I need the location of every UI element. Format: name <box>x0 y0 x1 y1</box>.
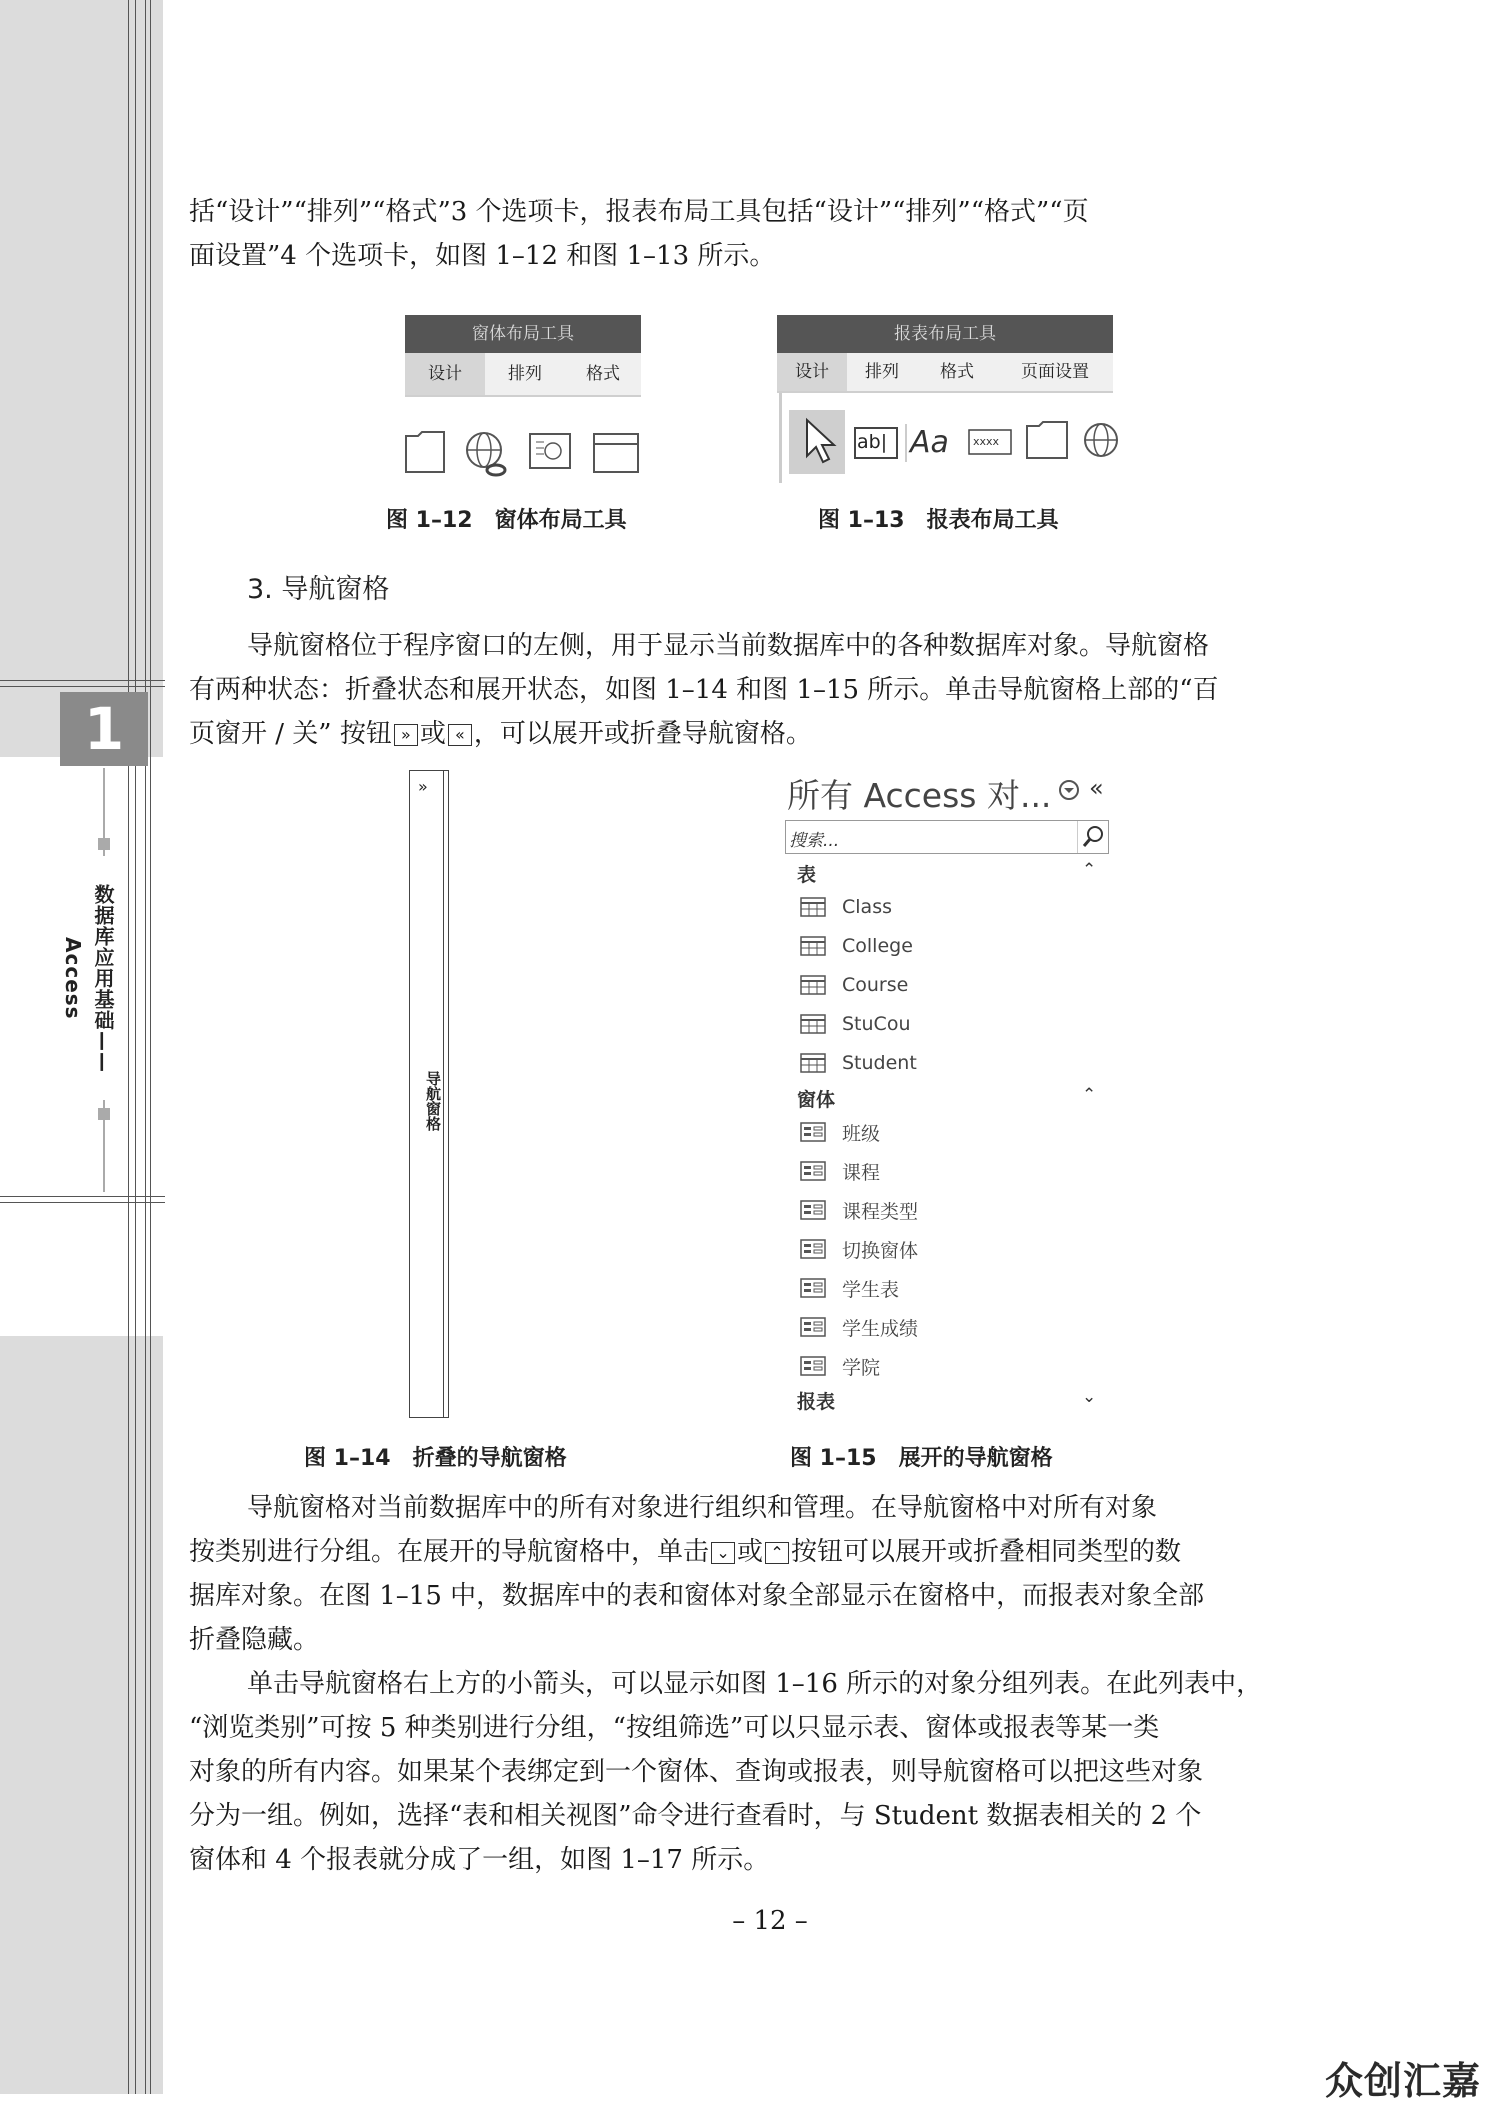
text-line: 对象的所有内容。如果某个表绑定到一个窗体、查询或报表，则导航窗格可以把这些对象 <box>189 1757 1204 1787</box>
list-item-label: 学生成绩 <box>842 1317 919 1340</box>
ribbon-edge <box>779 393 782 483</box>
text-span: 按类别进行分组。在展开的导航窗格中，单击 <box>189 1537 710 1567</box>
xxxx-text: xxxx <box>973 435 1000 448</box>
label-box-text: ab| <box>857 431 888 453</box>
margin-line <box>128 0 129 2094</box>
list-item-label: 课程类型 <box>842 1200 919 1223</box>
list-item[interactable] <box>800 1352 880 1380</box>
table-icon <box>800 936 826 956</box>
dropdown-arrow-icon[interactable] <box>1058 779 1080 801</box>
table-icon <box>800 975 826 995</box>
group-header-forms[interactable]: 窗体 <box>797 1089 836 1111</box>
report-layout-tools-header: 报表布局工具 <box>777 315 1113 353</box>
folder-icon[interactable] <box>406 432 444 472</box>
text-span: 或 <box>419 719 446 749</box>
text-line: 分为一组。例如，选择“表和相关视图”命令进行查看时，与 Student 数据表相关的 2 个 <box>189 1801 1202 1831</box>
list-item[interactable] <box>800 1196 918 1224</box>
list-item[interactable] <box>800 1235 918 1263</box>
paragraph-4 <box>189 1662 1331 1882</box>
group-collapse-glyph: ⌃ <box>765 1542 789 1564</box>
list-item-label: College <box>842 935 913 957</box>
expand-button-glyph: » <box>394 724 418 746</box>
form-tool-icons <box>404 428 644 480</box>
web-browser-icon[interactable] <box>530 434 570 468</box>
list-item[interactable] <box>800 1157 880 1185</box>
list-item-label: Class <box>842 896 892 918</box>
paragraph-1 <box>189 190 1331 278</box>
margin-line <box>135 0 136 2094</box>
navigation-control-icon[interactable] <box>594 434 638 472</box>
list-item-label: 课程 <box>842 1161 881 1184</box>
form-layout-tools-header: 窗体布局工具 <box>405 315 641 353</box>
search-icon <box>1078 821 1108 853</box>
group-expand-glyph: ⌄ <box>711 1542 735 1564</box>
text-line: 面设置”4 个选项卡，如图 1–12 和图 1–13 所示。 <box>189 241 776 271</box>
list-item[interactable] <box>800 1118 880 1146</box>
list-item[interactable] <box>800 893 892 921</box>
tab-design[interactable]: 设计 <box>405 353 485 395</box>
folder-icon[interactable] <box>1027 422 1067 458</box>
collapse-button-glyph: « <box>448 724 472 746</box>
margin-band-bottom <box>0 1336 163 2094</box>
group-header-tables[interactable]: 表 <box>797 864 817 886</box>
group-header-reports[interactable]: 报表 <box>797 1391 836 1413</box>
report-tool-icons <box>789 410 1119 476</box>
collapsed-nav-pane <box>409 770 449 1418</box>
list-item[interactable] <box>800 1313 918 1341</box>
chevron-up-icon[interactable]: ⌃ <box>1082 860 1097 880</box>
margin-rule <box>0 1196 165 1197</box>
text-line: 单击导航窗格右上方的小箭头，可以显示如图 1–16 所示的对象分组列表。在此列表中， <box>247 1669 1263 1699</box>
margin-rule <box>0 680 165 681</box>
margin-rule <box>0 686 165 687</box>
collapse-nav-button[interactable]: « <box>1089 774 1104 802</box>
table-icon <box>800 1053 826 1073</box>
chapter-number: 1 <box>83 695 125 763</box>
list-item-label: 学院 <box>842 1356 881 1379</box>
tab-format[interactable]: 格式 <box>940 362 974 382</box>
list-item-label: 班级 <box>842 1122 881 1145</box>
expand-nav-button[interactable]: » <box>418 777 428 796</box>
list-item[interactable] <box>800 1010 911 1038</box>
hyperlink-globe-icon[interactable] <box>467 433 505 475</box>
text-span: 或 <box>737 1537 764 1567</box>
report-layout-tabs <box>777 353 1113 393</box>
figure-caption: 图 1–15 展开的导航窗格 <box>790 1446 1053 1471</box>
paragraph-3 <box>189 1486 1331 1662</box>
section-heading: 3. 导航窗格 <box>247 574 390 605</box>
hyperlink-globe-icon[interactable] <box>1085 424 1117 456</box>
table-icon <box>800 1014 826 1034</box>
nav-pane-title[interactable]: 所有 Access 对... <box>787 776 1052 815</box>
chevron-down-icon[interactable]: ⌄ <box>1082 1387 1097 1407</box>
margin-line <box>150 0 151 2094</box>
list-item[interactable] <box>800 1049 917 1077</box>
nav-pane-vertical-label[interactable]: 导航窗格 <box>424 1071 442 1131</box>
text-line: 窗体和 4 个报表就分成了一组，如图 1–17 所示。 <box>189 1845 770 1875</box>
search-input[interactable] <box>785 820 1109 854</box>
form-icon <box>800 1278 826 1298</box>
text-line: 折叠隐藏。 <box>189 1625 320 1655</box>
book-title-vertical: 数据库应用基础——Access <box>88 856 118 1100</box>
text-span: ，可以展开或折叠导航窗格。 <box>473 719 812 749</box>
form-layout-tabs <box>405 353 641 397</box>
paragraph-2 <box>189 624 1331 756</box>
margin-line <box>145 0 146 2094</box>
form-icon <box>800 1122 826 1142</box>
chevron-up-icon[interactable]: ⌃ <box>1082 1085 1097 1105</box>
figure-caption: 图 1–14 折叠的导航窗格 <box>304 1446 567 1471</box>
text-line: 导航窗格对当前数据库中的所有对象进行组织和管理。在导航窗格中对所有对象 <box>247 1493 1158 1523</box>
figure-caption: 图 1–12 窗体布局工具 <box>386 508 627 533</box>
list-item[interactable] <box>800 971 908 999</box>
search-button[interactable] <box>1077 821 1108 853</box>
form-icon <box>800 1200 826 1220</box>
list-item[interactable] <box>800 932 913 960</box>
list-item-label: 学生表 <box>842 1278 900 1301</box>
text-line: “浏览类别”可按 5 种类别进行分组，“按组筛选”可以只显示表、窗体或报表等某一类 <box>189 1713 1160 1743</box>
square-marker <box>98 1108 110 1120</box>
watermark: 众创汇嘉 <box>1325 2059 1482 2103</box>
list-item[interactable] <box>800 1274 899 1302</box>
aa-text: Aa <box>910 425 949 460</box>
text-span: 按钮可以展开或折叠相同类型的数 <box>791 1537 1182 1567</box>
list-item-label: Student <box>842 1052 917 1074</box>
list-item-label: 切换窗体 <box>842 1239 919 1262</box>
table-icon <box>800 897 826 917</box>
list-item-label: StuCou <box>842 1013 911 1035</box>
text-line: 括“设计”“排列”“格式”3 个选项卡，报表布局工具包括“设计”“排列”“格式”“页 <box>189 197 1089 227</box>
text-line <box>189 712 1331 756</box>
form-icon <box>800 1356 826 1376</box>
form-icon <box>800 1239 826 1259</box>
margin-band-chapter <box>0 757 163 1336</box>
form-icon <box>800 1317 826 1337</box>
margin-band-top <box>0 0 163 757</box>
pointer-icon[interactable] <box>807 420 834 462</box>
text-span: 页窗开 / 关” 按钮 <box>189 719 392 749</box>
list-item-label: Course <box>842 974 909 996</box>
text-line <box>189 1530 1331 1574</box>
tab-design[interactable]: 设计 <box>777 353 847 391</box>
tab-format[interactable]: 格式 <box>586 364 620 384</box>
tab-page-setup[interactable]: 页面设置 <box>1021 362 1089 382</box>
search-placeholder: 搜索... <box>789 831 840 851</box>
text-line: 有两种状态：折叠状态和展开状态，如图 1–14 和图 1–15 所示。单击导航窗格上部的“百 <box>189 675 1219 705</box>
tab-arrange[interactable]: 排列 <box>508 364 542 384</box>
tab-arrange[interactable]: 排列 <box>865 362 899 382</box>
figure-caption: 图 1–13 报表布局工具 <box>818 508 1059 533</box>
form-icon <box>800 1161 826 1181</box>
margin-rule <box>0 1202 165 1203</box>
page-number: – 12 – <box>732 1906 808 1936</box>
square-marker <box>98 838 110 850</box>
text-line: 据库对象。在图 1–15 中，数据库中的表和窗体对象全部显示在窗格中，而报表对象全部 <box>189 1581 1205 1611</box>
text-line: 导航窗格位于程序窗口的左侧，用于显示当前数据库中的各种数据库对象。导航窗格 <box>247 631 1210 661</box>
